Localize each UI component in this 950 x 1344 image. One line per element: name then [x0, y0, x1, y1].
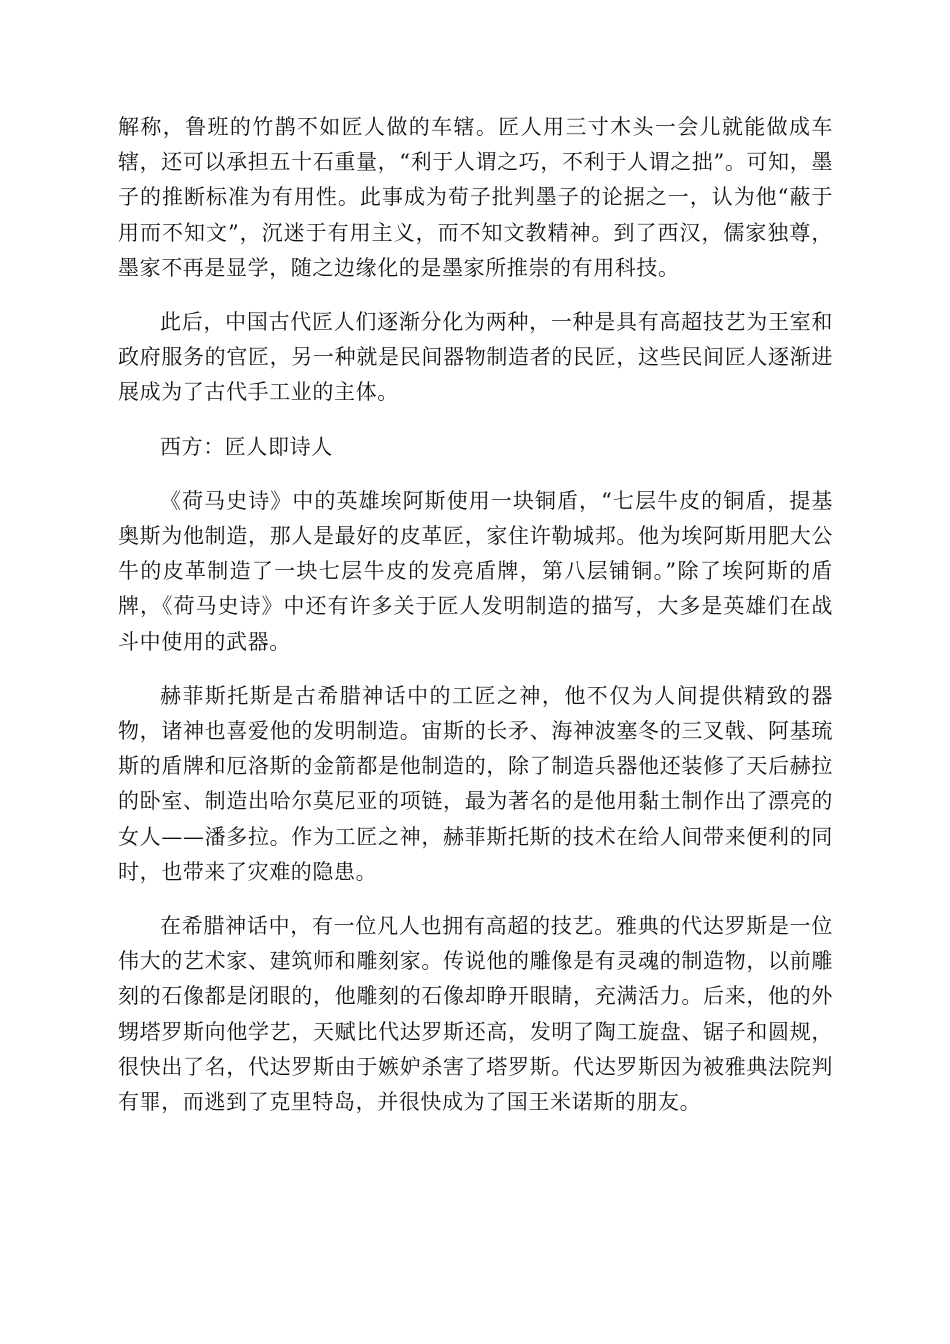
paragraph-4: 赫菲斯托斯是古希腊神话中的工匠之神，他不仅为人间提供精致的器物，诸神也喜爱他的发明制造。宙斯的长矛、海神波塞冬的三叉戟、阿基琉斯的盾牌和厄洛斯的金箭都是他制造的，除了制造兵器他还装修了天后赫拉的卧室、制造出哈尔莫尼亚的项链，最为著名的是他用黏土制作出了漂亮的女人——潘多拉。作为工匠之神，赫菲斯托斯的技术在给人间带来便利的同时，也带来了灾难的隐患。: [118, 683, 833, 884]
paragraph-5: 在希腊神话中，有一位凡人也拥有高超的技艺。雅典的代达罗斯是一位伟大的艺术家、建筑师和雕刻家。传说他的雕像是有灵魂的制造物，以前雕刻的石像都是闭眼的，他雕刻的石像却睁开眼睛，充满活力。后来，他的外甥塔罗斯向他学艺，天赋比代达罗斯还高，发明了陶工旋盘、锯子和圆规，很快出了名，代达罗斯由于嫉妒杀害了塔罗斯。代达罗斯因为被雅典法院判有罪，而逃到了克里特岛，并很快成为了国王米诺斯的朋友。: [118, 914, 833, 1115]
document-page: [118, 110, 833, 1139]
paragraph-2: 此后，中国古代匠人们逐渐分化为两种，一种是具有高超技艺为王室和政府服务的官匠，另一种就是民间器物制造者的民匠，这些民间匠人逐渐进展成为了古代手工业的主体。: [118, 310, 833, 405]
section-heading: 西方：匠人即诗人: [160, 434, 333, 459]
paragraph-3: 《荷马史诗》中的英雄埃阿斯使用一块铜盾，“七层牛皮的铜盾，提基奥斯为他制造，那人是最好的皮革匠，家住许勒城邦。他为埃阿斯用肥大公牛的皮革制造了一块七层牛皮的发亮盾牌，第八层铺铜。”除了埃阿斯的盾牌，《荷马史诗》中还有许多关于匠人发明制造的描写，大多是英雄们在战斗中使用的武器。: [118, 488, 833, 654]
paragraph-1: 解称，鲁班的竹鹊不如匠人做的车辖。匠人用三寸木头一会儿就能做成车辖，还可以承担五十石重量，“利于人谓之巧，不利于人谓之拙”。可知，墨子的推断标准为有用性。此事成为荀子批判墨子的论据之一，认为他“蔽于用而不知文”，沉迷于有用主义，而不知文教精神。到了西汉，儒家独尊，墨家不再是显学，随之边缘化的是墨家所推崇的有用科技。: [118, 115, 833, 280]
